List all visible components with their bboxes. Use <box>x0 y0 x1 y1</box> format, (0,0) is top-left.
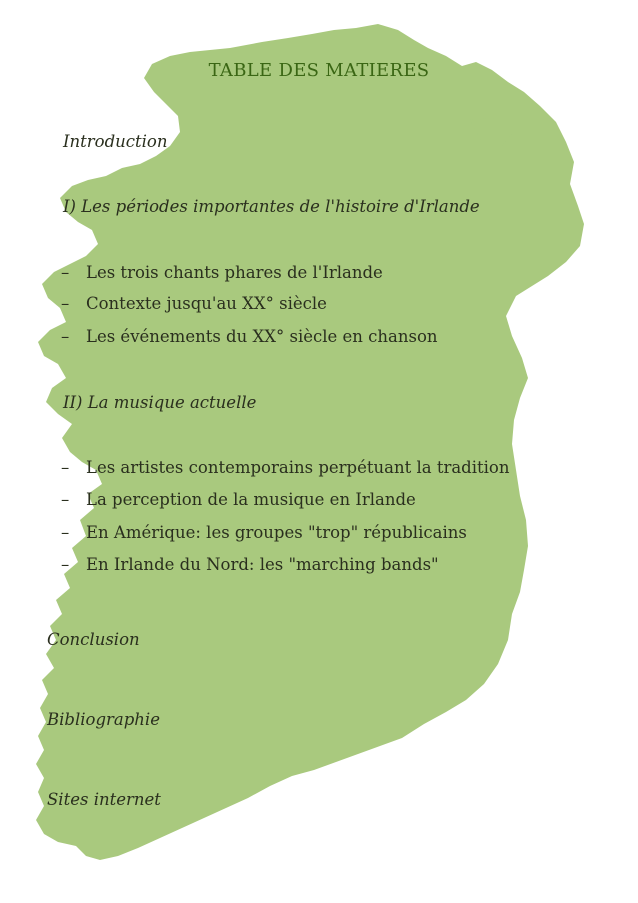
toc-entry-introduction: Introduction <box>63 132 168 151</box>
toc-entry-part2: II) La musique actuelle <box>63 393 257 412</box>
toc-subentry-label: Les événements du XX° siècle en chanson <box>86 327 438 346</box>
toc-subentry-label: Les artistes contemporains perpétuant la tradition <box>86 458 510 477</box>
toc-subentry <box>61 490 416 509</box>
bullet-dash: – <box>61 523 70 542</box>
bullet-dash: – <box>61 263 70 282</box>
bullet-dash: – <box>61 458 70 477</box>
page-title: TABLE DES MATIERES <box>208 60 430 81</box>
toc-subentry <box>61 523 467 542</box>
toc-subentry-label: Contexte jusqu'au XX° siècle <box>86 294 327 313</box>
toc-entry-conclusion: Conclusion <box>47 630 140 649</box>
toc-subentry-label: Les trois chants phares de l'Irlande <box>86 263 383 282</box>
toc-subentry <box>61 555 439 574</box>
toc-subentry <box>61 263 383 282</box>
toc-subentry <box>61 458 509 477</box>
toc-subentry-label: En Amérique: les groupes "trop" républicains <box>86 523 467 542</box>
toc-subentry-label: En Irlande du Nord: les "marching bands" <box>86 555 439 574</box>
bullet-dash: – <box>61 555 70 574</box>
bullet-dash: – <box>61 490 70 509</box>
toc-entry-bibliographie: Bibliographie <box>47 710 160 729</box>
toc-subentry <box>61 327 438 346</box>
toc-subentry <box>61 294 327 313</box>
toc-subentry-label: La perception de la musique en Irlande <box>86 490 416 509</box>
toc-entry-sites-internet: Sites internet <box>47 790 161 809</box>
bullet-dash: – <box>61 327 70 346</box>
bullet-dash: – <box>61 294 70 313</box>
toc-entry-part1: I) Les périodes importantes de l'histoire d'Irlande <box>63 197 480 216</box>
